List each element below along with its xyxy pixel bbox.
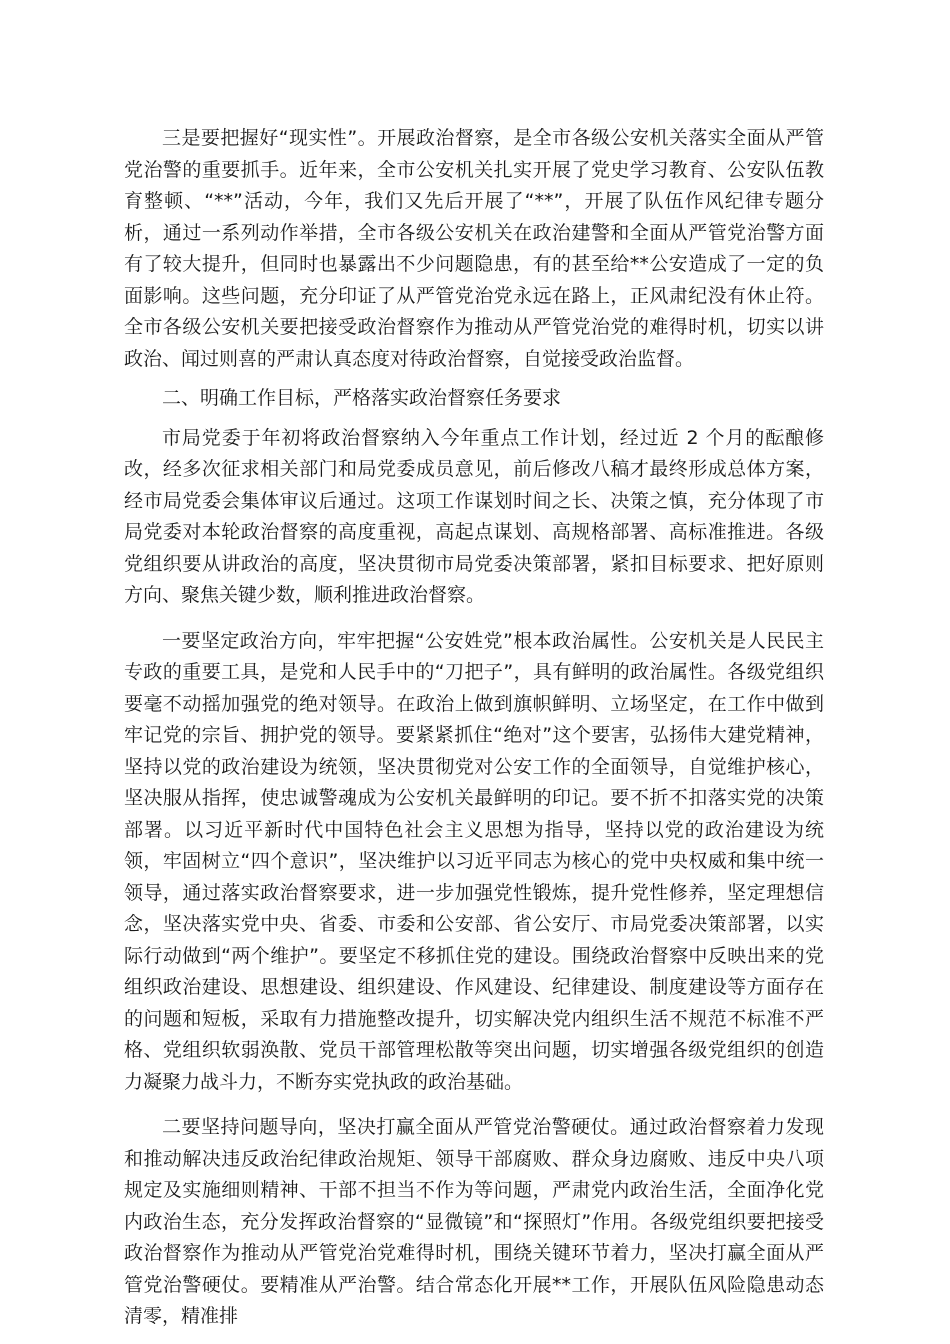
section-heading-two: 二、明确工作目标，严格落实政治督察任务要求: [162, 387, 562, 409]
paragraph-problem-orientation: 二要坚持问题导向，坚决打赢全面从严管党治警硬仗。通过政治督察着力发现和推动解决违反政治纪律政治规矩、领导干部腐败、群众身边腐败、违反中央八项规定及实施细则精神、干部不担当不作为等问题，严肃党内政治生活，全面净化党内政治生态，充分发挥政治督察的“显微镜”和“探照灯”作用。各级党组织要把接受政治督察作为推动从严管党治党难得时机，围绕关键环节着力，坚决打赢全面从严管党治警硬仗。要精准从严治警。结合常态化开展**工作，开展队伍风险隐患动态清零，精准排: [124, 1116, 824, 1327]
document-body: [124, 123, 824, 1333]
paragraph-political-direction: 一要坚定政治方向，牢牢把握“公安姓党”根本政治属性。公安机关是人民民主专政的重要工具，是党和人民手中的“刀把子”，具有鲜明的政治属性。各级党组织要毫不动摇加强党的绝对领导。在政治上做到旗帜鲜明、立场坚定，在工作中做到牢记党的宗旨、拥护党的领导。要紧紧抓住“绝对”这个要害，弘扬伟大建党精神，坚持以党的政治建设为统领，坚决贯彻党对公安工作的全面领导，自觉维护核心，坚决服从指挥，使忠诚警魂成为公安机关最鲜明的印记。要不折不扣落实党的决策部署。以习近平新时代中国特色社会主义思想为指导，坚持以党的政治建设为统领，牢固树立“四个意识”，坚决维护以习近平同志为核心的党中央权威和集中统一领导，通过落实政治督察要求，进一步加强党性锻炼，提升党性修养，坚定理想信念，坚决落实党中央、省委、市委和公安部、省公安厅、市局党委决策部署，以实际行动做到“两个维护”。要坚定不移抓住党的建设。围绕政治督察中反映出来的党组织政治建设、思想建设、组织建设、作风建设、纪律建设、制度建设等方面存在的问题和短板，采取有力措施整改提升，切实解决党内组织生活不规范不标准不严格、党组织软弱涣散、党员干部管理松散等突出问题，切实增强各级党组织的创造力凝聚力战斗力，不断夯实党执政的政治基础。: [124, 629, 824, 1093]
paragraph-realism: 三是要把握好“现实性”。开展政治督察，是全市各级公安机关落实全面从严管党治警的重要抓手。近年来，全市公安机关扎实开展了党史学习教育、公安队伍教育整顿、“**”活动，今年，我们又先后开展了“**”，开展了队伍作风纪律专题分析，通过一系列动作举措，全市各级公安机关在政治建警和全面从严管党治警方面有了较大提升，但同时也暴露出不少问题隐患，有的甚至给**公安造成了一定的负面影响。这些问题，充分印证了从严管党治党永远在路上，正风肃纪没有休止符。全市各级公安机关要把接受政治督察作为推动从严管党治党的难得时机，切实以讲政治、闻过则喜的严肃认真态度对待政治督察，自觉接受政治监督。: [124, 127, 824, 370]
paragraph-work-goals: 市局党委于年初将政治督察纳入今年重点工作计划，经过近 2 个月的酝酿修改，经多次征求相关部门和局党委成员意见，前后修改八稿才最终形成总体方案，经市局党委会集体审议后通过。这项工作谋划时间之长、决策之慎，充分体现了市局党委对本轮政治督察的高度重视，高起点谋划、高规格部署、高标准推进。各级党组织要从讲政治的高度，坚决贯彻市局党委决策部署，紧扣目标要求、把好原则方向、聚焦关键少数，顺利推进政治督察。: [124, 426, 824, 606]
